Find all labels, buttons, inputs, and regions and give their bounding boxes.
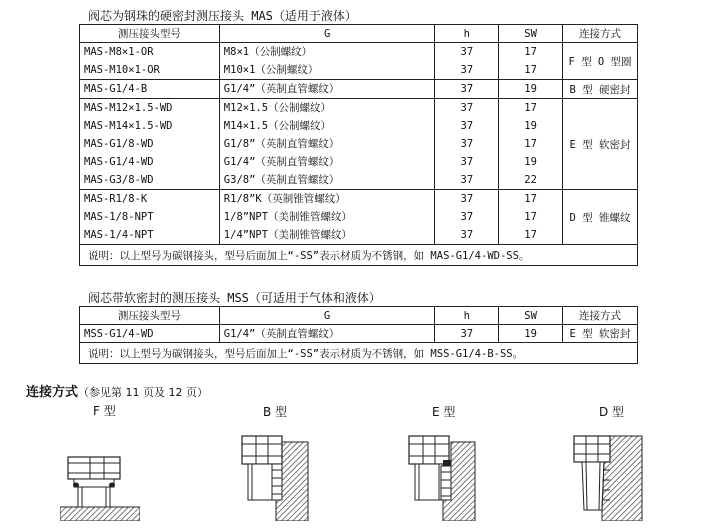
sw-cell: 17 (524, 64, 537, 76)
model-cell: MAS-1/8-NPT (84, 211, 154, 223)
model-cell: MAS-M10×1-OR (84, 64, 160, 76)
header-h: h (435, 307, 499, 325)
sw-cell: 17 (524, 193, 537, 205)
mas-header-row (80, 25, 638, 43)
g-cell: M10×1（公制螺纹） (223, 64, 319, 76)
g-cell: 1/4”NPT（美制锥管螺纹） (223, 229, 353, 241)
fitting-d-drawing (570, 430, 646, 521)
h-cell: 37 (460, 102, 474, 114)
sw-cell: 19 (524, 120, 537, 132)
sw-cell: 22 (524, 174, 537, 186)
model-cell: MAS-M12×1.5-WD (84, 102, 173, 114)
g-cell: 1/8”NPT（美制锥管螺纹） (223, 211, 353, 223)
header-sw: SW (499, 25, 563, 43)
mas-title: 阀芯为钢珠的硬密封测压接头 MAS（适用于液体） (88, 9, 357, 23)
header-model: 测压接头型号 (80, 25, 220, 43)
connection-heading (26, 381, 208, 400)
note-row (80, 343, 638, 364)
sw-cell: 17 (524, 229, 537, 241)
mas-table (79, 24, 638, 266)
connection-cell: B 型 硬密封 (563, 80, 638, 99)
h-cell: 37 (460, 83, 474, 95)
h-cell: 37 (460, 64, 474, 76)
model-cell: MAS-G3/8-WD (84, 174, 154, 186)
model-cell: MAS-G1/8-WD (84, 138, 154, 150)
header-connection: 连接方式 (563, 307, 638, 325)
h-cell: 37 (460, 193, 474, 205)
mss-title: 阀芯带软密封的测压接头 MSS（可适用于气体和液体） (88, 291, 381, 305)
table-row (80, 325, 638, 343)
header-g: G (219, 307, 435, 325)
sw-cell: 17 (524, 138, 537, 150)
g-cell: G1/4”（英制直管螺纹） (223, 83, 340, 95)
sw-cell: 19 (524, 83, 537, 95)
table-row (80, 190, 638, 245)
model-cell: MAS-G1/4-WD (84, 156, 154, 168)
sw-cell: 19 (524, 156, 537, 168)
h-cell: 37 (435, 325, 499, 343)
g-cell: G1/8”（英制直管螺纹） (223, 138, 340, 150)
h-cell: 37 (460, 211, 474, 223)
model-cell: MAS-M14×1.5-WD (84, 120, 173, 132)
h-cell: 37 (460, 120, 474, 132)
h-cell: 37 (460, 229, 474, 241)
h-cell: 37 (460, 138, 474, 150)
h-cell: 37 (460, 174, 474, 186)
header-sw: SW (499, 307, 563, 325)
fitting-f-drawing (60, 445, 140, 521)
connection-cell: E 型 软密封 (563, 99, 638, 190)
g-cell: G3/8”（英制直管螺纹） (223, 174, 340, 186)
model-cell: MAS-R1/8-K (84, 193, 148, 205)
type-label-b: B 型 (263, 405, 288, 419)
model-cell: MAS-M8×1-OR (84, 46, 154, 58)
g-cell: G1/4”（英制直管螺纹） (223, 156, 340, 168)
connection-cell: E 型 软密封 (563, 325, 638, 343)
g-cell: M12×1.5（公制螺纹） (223, 102, 332, 114)
model-cell: MAS-1/4-NPT (84, 229, 154, 241)
type-label-e: E 型 (432, 405, 456, 419)
mss-note: 说明：以上型号为碳钢接头，型号后面加上“-SS”表示材质为不锈钢，如 MSS-G1/4-B-SS。 (80, 343, 638, 364)
type-label-d: D 型 (599, 405, 625, 419)
connection-heading-sub: （参见第 11 页及 12 页） (78, 386, 208, 399)
connection-heading-title: 连接方式 (26, 385, 79, 400)
table-row (80, 99, 638, 190)
fitting-b-drawing (236, 430, 312, 521)
header-g: G (219, 25, 435, 43)
h-cell: 37 (460, 156, 474, 168)
sw-cell: 19 (499, 325, 563, 343)
sw-cell: 17 (524, 46, 537, 58)
g-cell: M8×1（公制螺纹） (223, 46, 313, 58)
g-cell: M14×1.5（公制螺纹） (223, 120, 332, 132)
sw-cell: 17 (524, 211, 537, 223)
mss-table (79, 306, 638, 364)
model-cell: MAS-G1/4-B (84, 83, 148, 95)
h-cell: 37 (460, 46, 474, 58)
type-label-f: F 型 (93, 404, 116, 418)
model-cell: MSS-G1/4-WD (80, 325, 220, 343)
table-row (80, 43, 638, 80)
header-connection: 连接方式 (563, 25, 638, 43)
mas-note: 说明：以上型号为碳钢接头，型号后面加上“-SS”表示材质为不锈钢，如 MAS-G1/4-WD-SS。 (80, 245, 638, 266)
table-row (80, 80, 638, 99)
fitting-e-drawing (403, 430, 479, 521)
g-cell: R1/8”K（英制锥管螺纹） (223, 193, 346, 205)
g-cell: G1/4”（英制直管螺纹） (219, 325, 435, 343)
note-row (80, 245, 638, 266)
mss-header-row (80, 307, 638, 325)
sw-cell: 17 (524, 102, 537, 114)
header-model: 测压接头型号 (80, 307, 220, 325)
header-h: h (435, 25, 499, 43)
connection-cell: F 型 O 型圈 (563, 43, 638, 80)
connection-cell: D 型 锥螺纹 (563, 190, 638, 245)
